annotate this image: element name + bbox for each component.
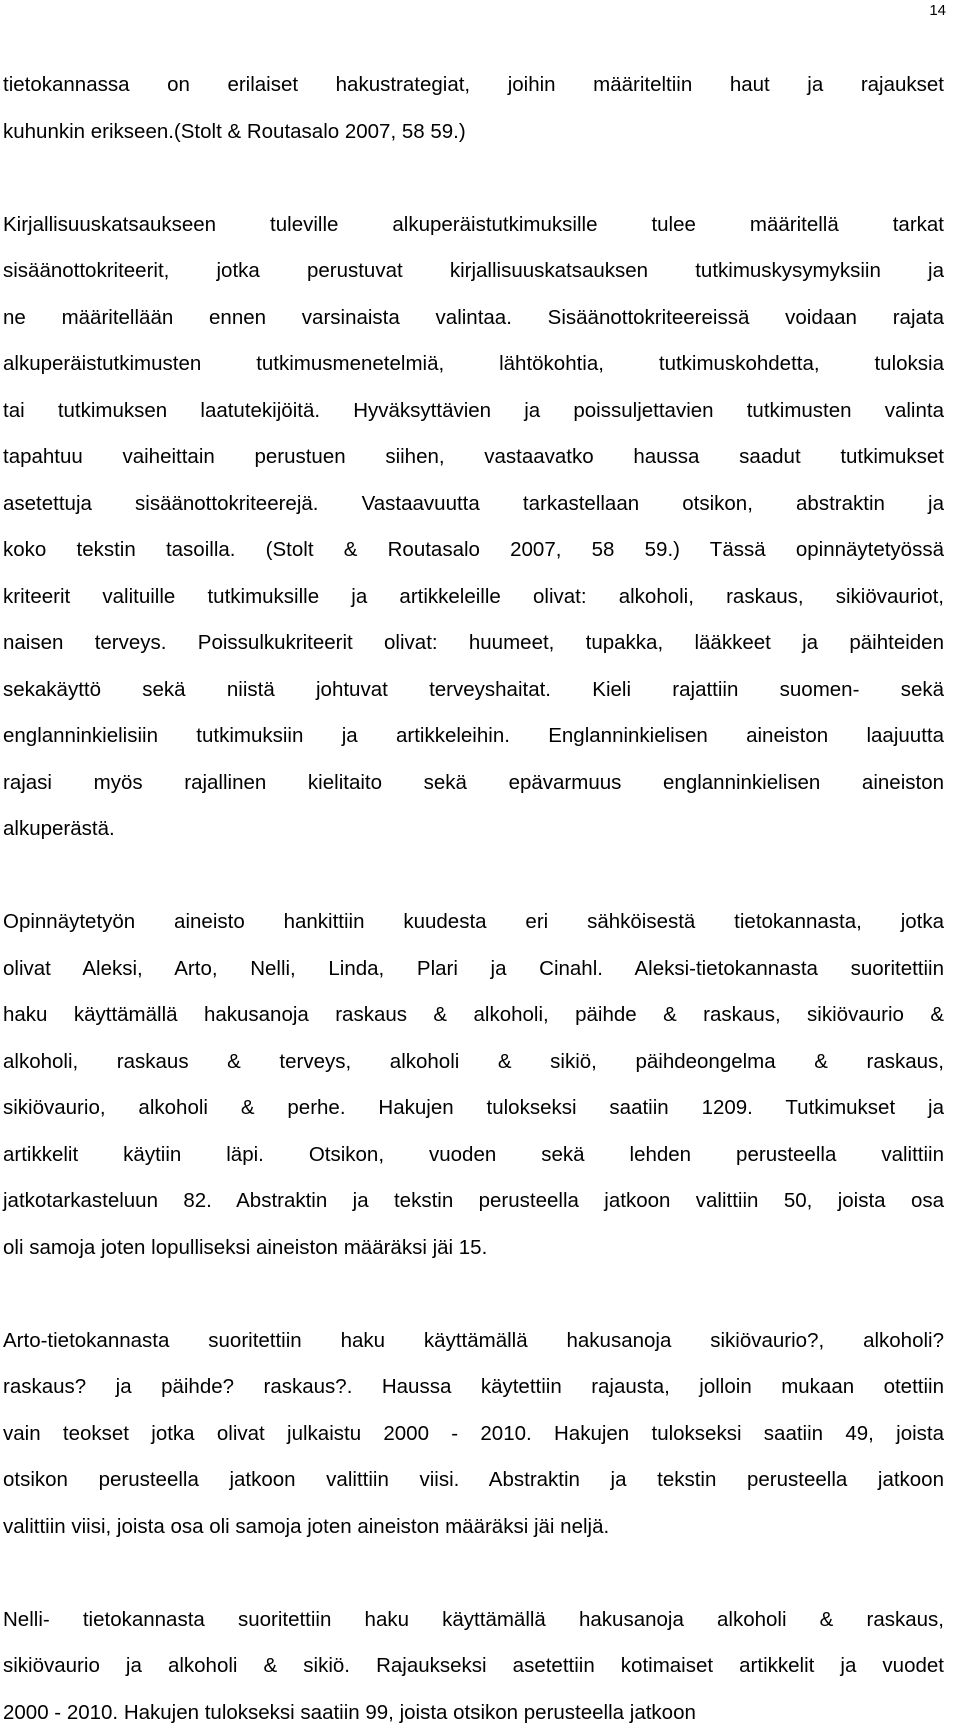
text-line: Arto-tietokannasta suoritettiin haku käyttämällä hakusanoja sikiövaurio?, alkoholi?: [3, 1318, 944, 1365]
text-line: haku käyttämällä hakusanoja raskaus & alkoholi, päihde & raskaus, sikiövaurio &: [3, 992, 944, 1039]
text-line: sikiövaurio ja alkoholi & sikiö. Rajaukseksi asetettiin kotimaiset artikkelit ja vuodet: [3, 1643, 944, 1690]
page-number: 14: [929, 2, 946, 20]
text-line: tapahtuu vaiheittain perustuen siihen, vastaavatko haussa saadut tutkimukset: [3, 434, 944, 481]
text-line: tietokannassa on erilaiset hakustrategiat, joihin määriteltiin haut ja rajaukset: [3, 62, 944, 109]
text-line: otsikon perusteella jatkoon valittiin viisi. Abstraktin ja tekstin perusteella jatkoon: [3, 1457, 944, 1504]
text-line: raskaus? ja päihde? raskaus?. Haussa käytettiin rajausta, jolloin mukaan otettiin: [3, 1364, 944, 1411]
document-body: [3, 62, 944, 1736]
text-line: jatkotarkasteluun 82. Abstraktin ja tekstin perusteella jatkoon valittiin 50, joista osa: [3, 1178, 944, 1225]
text-line: Opinnäytetyön aineisto hankittiin kuudesta eri sähköisestä tietokannasta, jotka: [3, 899, 944, 946]
text-line: vain teokset jotka olivat julkaistu 2000 - 2010. Hakujen tulokseksi saatiin 49, joista: [3, 1411, 944, 1458]
text-line: koko tekstin tasoilla. (Stolt & Routasalo 2007, 58 59.) Tässä opinnäytetyössä: [3, 527, 944, 574]
text-line: sisäänottokriteerit, jotka perustuvat kirjallisuuskatsauksen tutkimuskysymyksiin ja: [3, 248, 944, 295]
text-line: alkuperäistutkimusten tutkimusmenetelmiä, lähtökohtia, tutkimuskohdetta, tuloksia: [3, 341, 944, 388]
paragraph: [3, 899, 944, 1271]
text-line: olivat Aleksi, Arto, Nelli, Linda, Plari ja Cinahl. Aleksi-tietokannasta suoritettiin: [3, 946, 944, 993]
text-line: artikkelit käytiin läpi. Otsikon, vuoden sekä lehden perusteella valittiin: [3, 1132, 944, 1179]
text-line: 2000 - 2010. Hakujen tulokseksi saatiin 99, joista otsikon perusteella jatkoon: [3, 1690, 944, 1736]
text-line: sikiövaurio, alkoholi & perhe. Hakujen tulokseksi saatiin 1209. Tutkimukset ja: [3, 1085, 944, 1132]
text-line: Kirjallisuuskatsaukseen tuleville alkuperäistutkimuksille tulee määritellä tarkat: [3, 202, 944, 249]
text-line: alkoholi, raskaus & terveys, alkoholi & sikiö, päihdeongelma & raskaus,: [3, 1039, 944, 1086]
paragraph: [3, 62, 944, 155]
text-line: englanninkielisiin tutkimuksiin ja artikkeleihin. Englanninkielisen aineiston laajuutta: [3, 713, 944, 760]
text-line: alkuperästä.: [3, 806, 944, 853]
text-line: kriteerit valituille tutkimuksille ja artikkeleille olivat: alkoholi, raskaus, sikiövauriot,: [3, 574, 944, 621]
text-line: ne määritellään ennen varsinaista valintaa. Sisäänottokriteereissä voidaan rajata: [3, 295, 944, 342]
text-line: rajasi myös rajallinen kielitaito sekä epävarmuus englanninkielisen aineiston: [3, 760, 944, 807]
text-line: oli samoja joten lopulliseksi aineiston määräksi jäi 15.: [3, 1225, 944, 1272]
text-line: asetettuja sisäänottokriteerejä. Vastaavuutta tarkastellaan otsikon, abstraktin ja: [3, 481, 944, 528]
text-line: tai tutkimuksen laatutekijöitä. Hyväksyttävien ja poissuljettavien tutkimusten valinta: [3, 388, 944, 435]
text-line: Nelli- tietokannasta suoritettiin haku käyttämällä hakusanoja alkoholi & raskaus,: [3, 1597, 944, 1644]
text-line: valittiin viisi, joista osa oli samoja joten aineiston määräksi jäi neljä.: [3, 1504, 944, 1551]
text-line: kuhunkin erikseen.(Stolt & Routasalo 2007, 58 59.): [3, 109, 944, 156]
paragraph: [3, 202, 944, 853]
text-line: naisen terveys. Poissulkukriteerit olivat: huumeet, tupakka, lääkkeet ja päihteiden: [3, 620, 944, 667]
paragraph: [3, 1318, 944, 1551]
paragraph: [3, 1597, 944, 1736]
text-line: sekakäyttö sekä niistä johtuvat terveyshaitat. Kieli rajattiin suomen- sekä: [3, 667, 944, 714]
